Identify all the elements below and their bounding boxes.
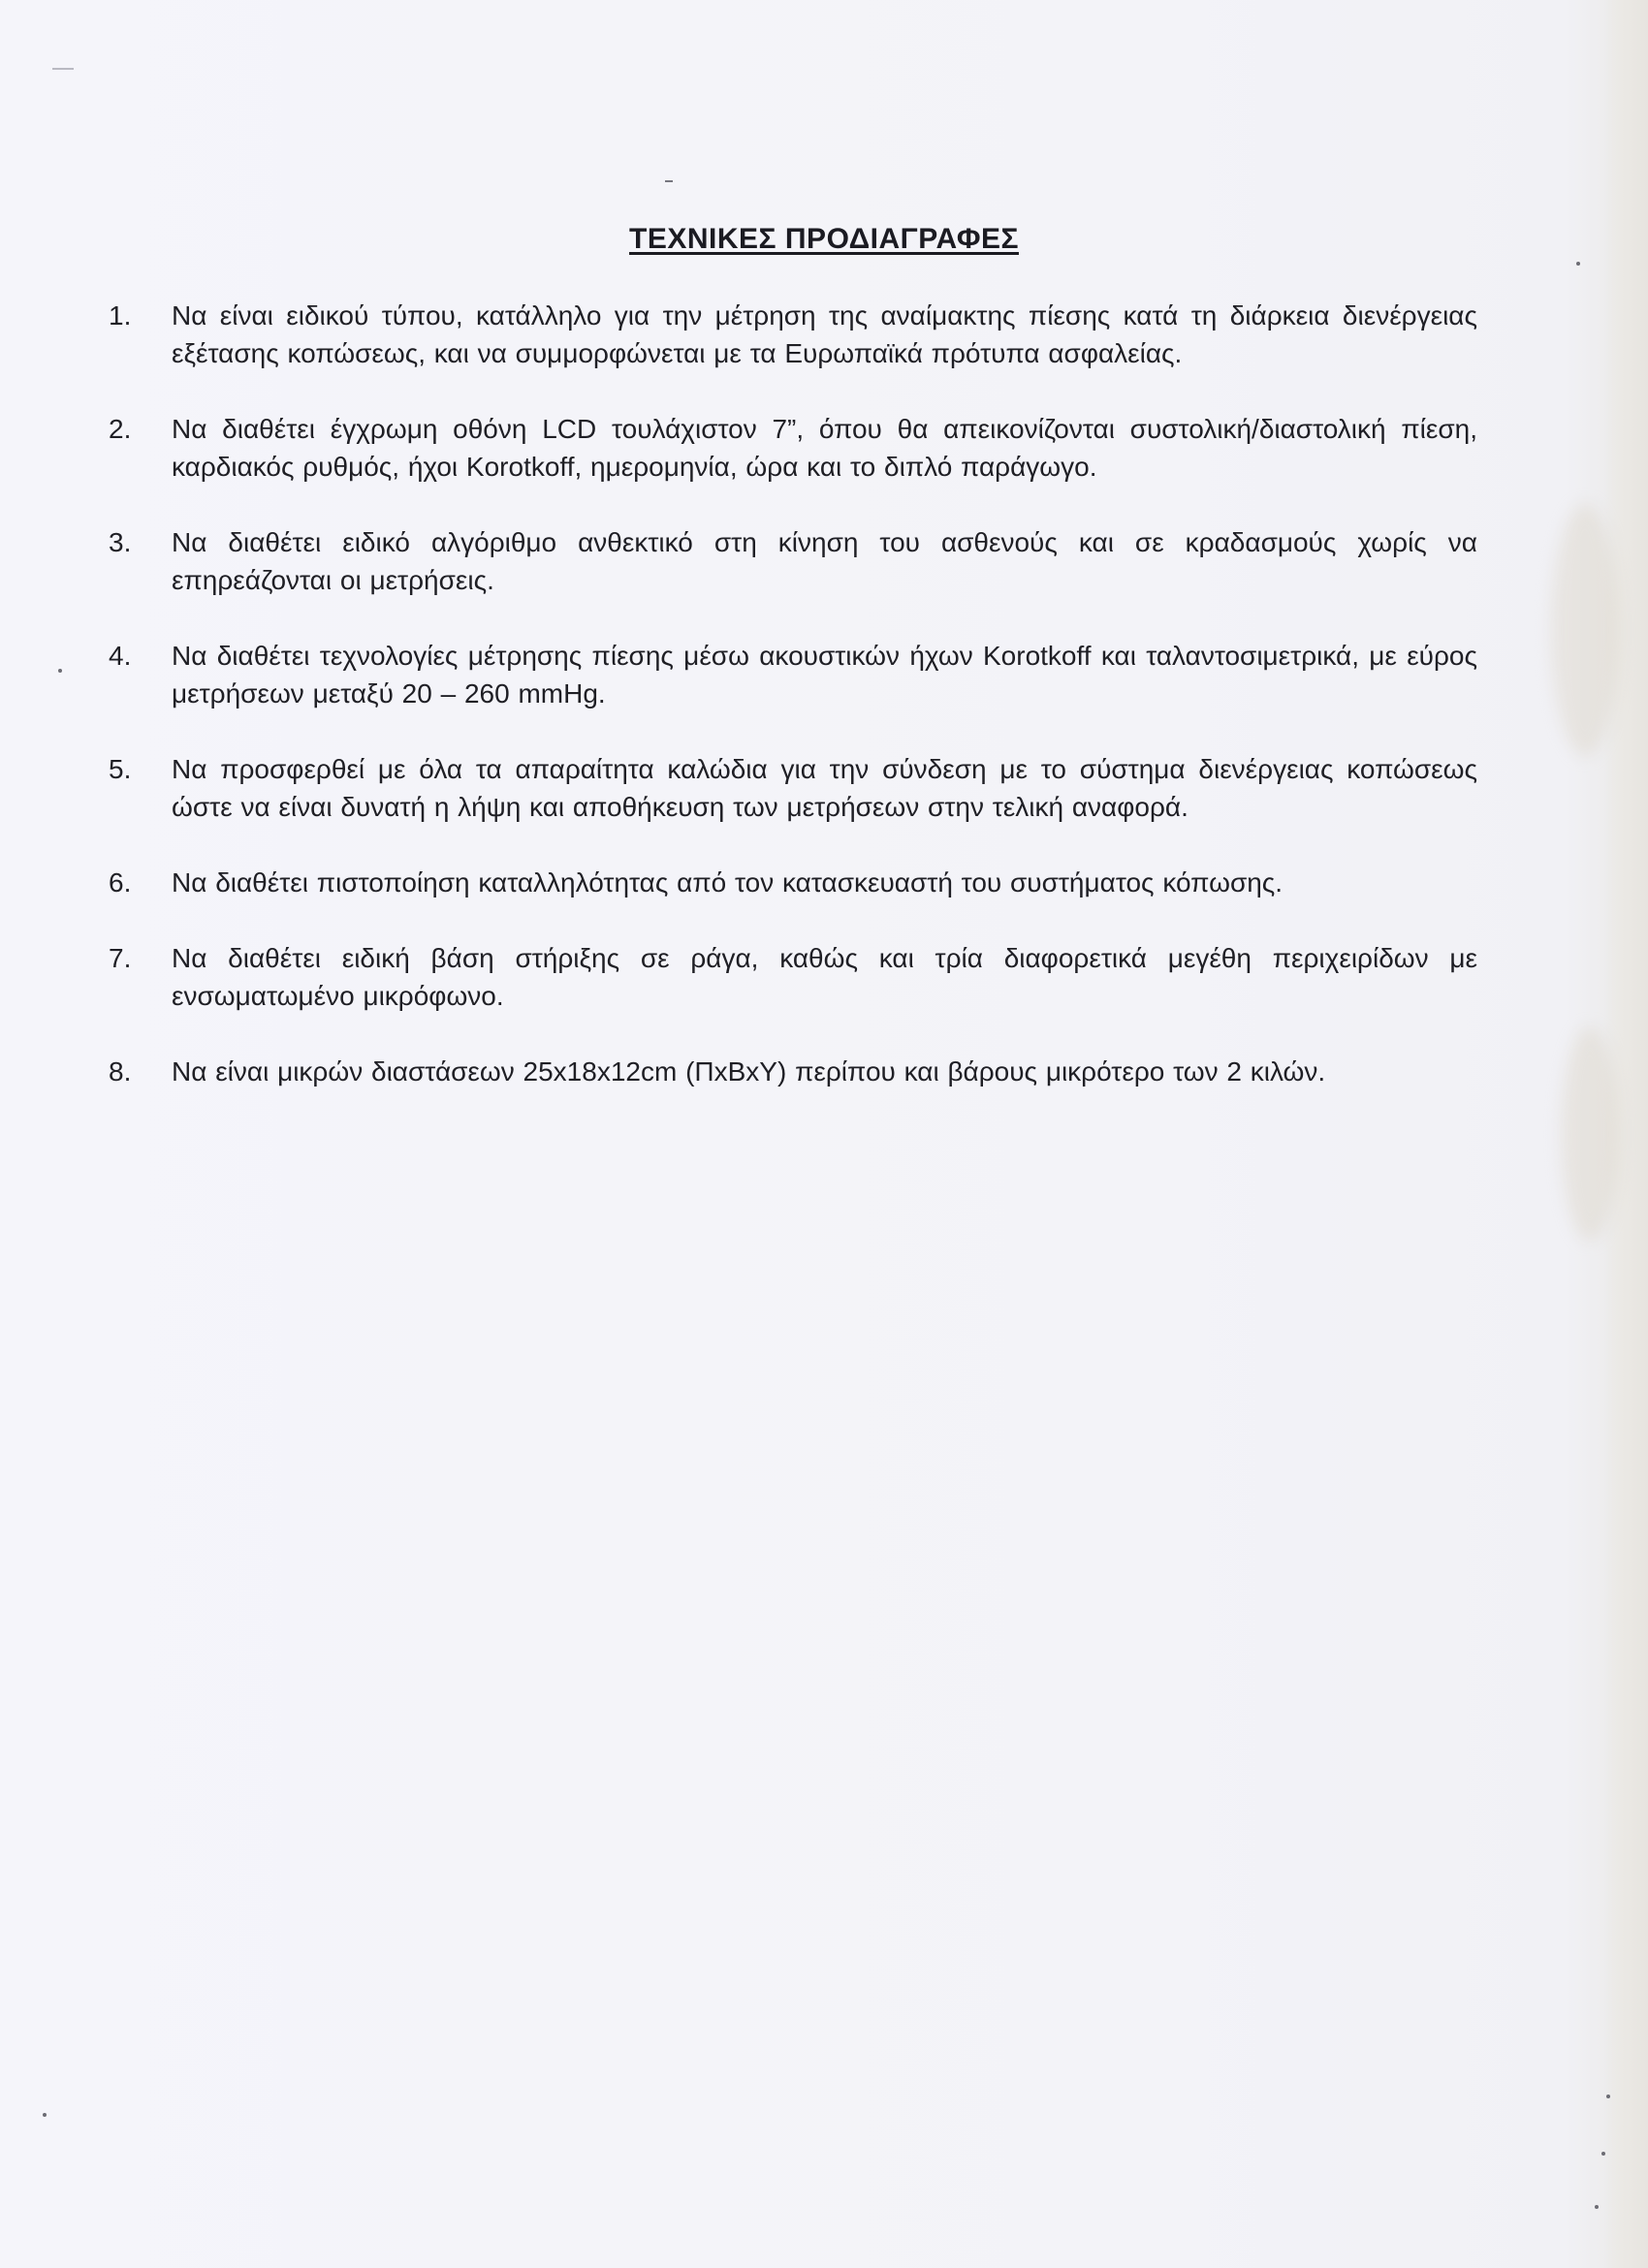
item-text: Να είναι μικρών διαστάσεων 25x18x12cm (ΠxΒxΥ) περίπου και βάρους μικρότερο των 2 κιλών. [172, 1056, 1326, 1087]
list-item [109, 410, 1477, 486]
item-text: Να διαθέτει τεχνολογίες μέτρησης πίεσης μέσω ακουστικών ήχων Korotkoff και ταλαντοσιμετρικά, με εύρος μετρήσεων μεταξύ 20 – 260 mmHg. [172, 641, 1477, 709]
item-number: 6. [109, 867, 132, 898]
item-number: 3. [109, 527, 132, 557]
item-number: 2. [109, 414, 132, 444]
item-text: Να διαθέτει ειδική βάση στήριξης σε ράγα, καθώς και τρία διαφορετικά μεγέθη περιχειρίδων με ενσωματωμένο μικρόφωνο. [172, 943, 1477, 1011]
scan-speck [1601, 2152, 1605, 2156]
scan-speck [665, 180, 673, 182]
scan-speck [1595, 2205, 1599, 2209]
paper-stain [1561, 1027, 1619, 1241]
paper-stain [1551, 504, 1619, 756]
item-text: Να διαθέτει πιστοποίηση καταλληλότητας από τον κατασκευαστή του συστήματος κόπωσης. [172, 867, 1284, 898]
list-item [109, 864, 1477, 901]
scan-speck [58, 669, 62, 673]
list-item [109, 297, 1477, 372]
list-item [109, 750, 1477, 826]
item-number: 8. [109, 1056, 132, 1087]
list-item [109, 637, 1477, 712]
item-text: Να προσφερθεί με όλα τα απαραίτητα καλώδια για την σύνδεση με το σύστημα διενέργειας κοπώσεως ώστε να είναι δυνατή η λήψη και αποθήκευση των μετρήσεων στην τελική αναφορά. [172, 754, 1477, 822]
list-item [109, 939, 1477, 1015]
item-number: 1. [109, 300, 132, 331]
specifications-list [109, 297, 1477, 1128]
document-title: ΤΕΧΝΙΚΕΣ ΠΡΟΔΙΑΓΡΑΦΕΣ [629, 223, 1019, 255]
list-item [109, 1053, 1477, 1090]
item-text: Να είναι ειδικού τύπου, κατάλληλο για την μέτρηση της αναίμακτης πίεσης κατά τη διάρκεια διενέργειας εξέτασης κοπώσεως, και να συμμορφώνεται με τα Ευρωπαϊκά πρότυπα ασφαλείας. [172, 300, 1477, 368]
list-item [109, 523, 1477, 599]
scan-speck [1576, 262, 1580, 266]
scan-speck [52, 68, 74, 70]
item-text: Να διαθέτει έγχρωμη οθόνη LCD τουλάχιστον 7”, όπου θα απεικονίζονται συστολική/διαστολική πίεση, καρδιακός ρυθμός, ήχοι Korotkoff, ημερομηνία, ώρα και το διπλό παράγωγο. [172, 414, 1477, 482]
item-number: 5. [109, 754, 132, 784]
item-number: 7. [109, 943, 132, 973]
scan-speck [43, 2113, 47, 2117]
scan-speck [1606, 2095, 1610, 2098]
item-text: Να διαθέτει ειδικό αλγόριθμο ανθεκτικό στη κίνηση του ασθενούς και σε κραδασμούς χωρίς να επηρεάζονται οι μετρήσεις. [172, 527, 1477, 595]
item-number: 4. [109, 641, 132, 671]
